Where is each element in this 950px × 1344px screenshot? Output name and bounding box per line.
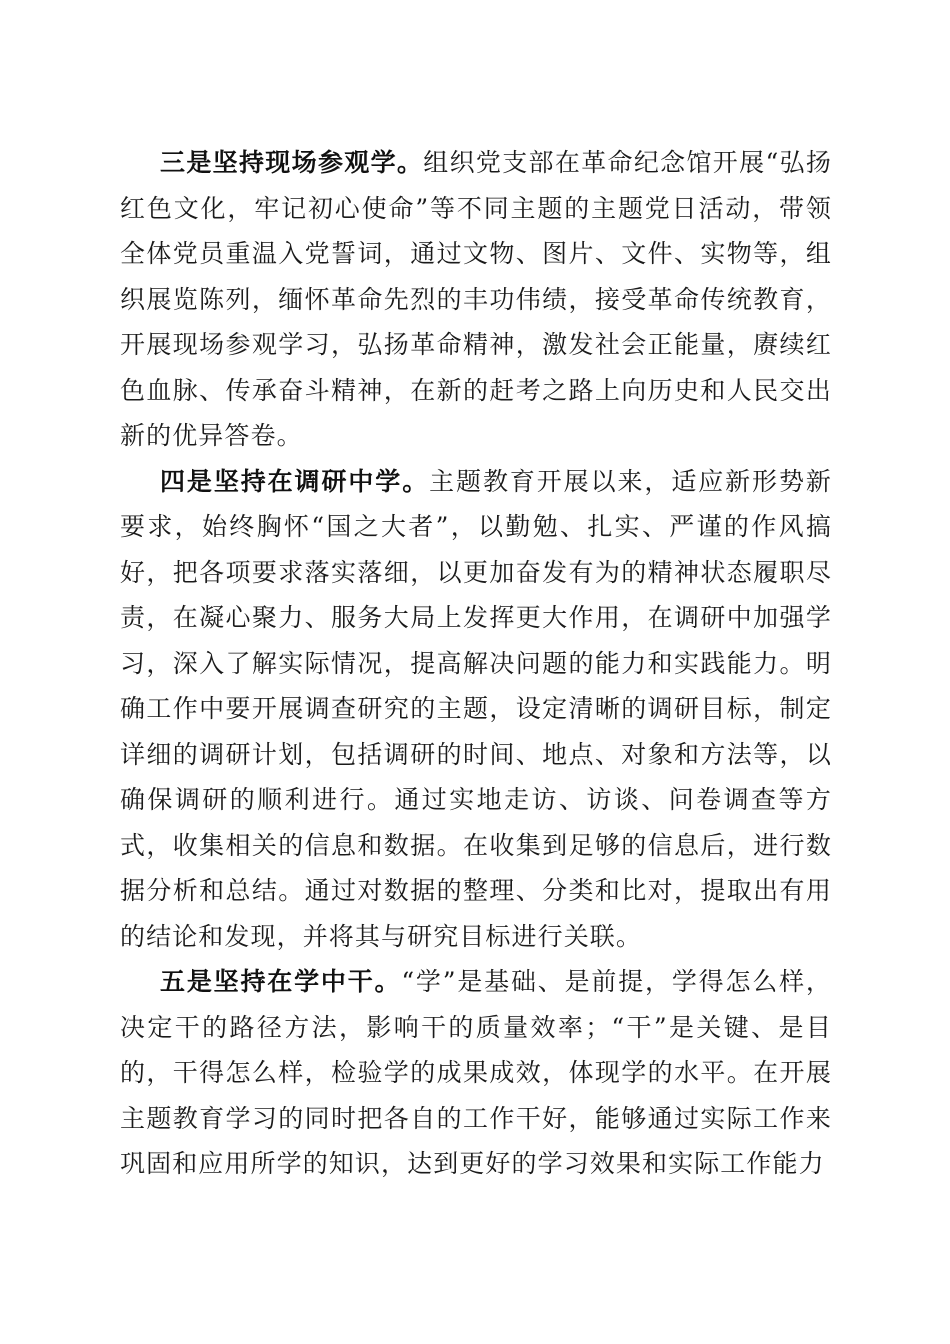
paragraph-lead-heading: 三是坚持现场参观学。: [160, 148, 424, 177]
paragraph-body-text: “学”是基础、是前提，学得怎么样，决定干的路径方法，影响干的质量效率；“干”是关键、是目的，干得怎么样，检验学的成果成效，体现学的水平。在开展主题教育学习的同时把各自的工作干好，能够通过实际工作来巩固和应用所学的知识，达到更好的学习效果和实际工作能力: [120, 967, 833, 1178]
document-body: [120, 140, 832, 1187]
paragraph-body-text: 主题教育开展以来，适应新形势新要求，始终胸怀“国之大者”，以勤勉、扎实、严谨的作风搞好，把各项要求落实落细，以更加奋发有为的精神状态履职尽责，在凝心聚力、服务大局上发挥更大作用，在调研中加强学习，深入了解实际情况，提高解决问题的能力和实践能力。明确工作中要开展调查研究的主题，设定清晰的调研目标，制定详细的调研计划，包括调研的时间、地点、对象和方法等，以确保调研的顺利进行。通过实地走访、访谈、问卷调查等方式，收集相关的信息和数据。在收集到足够的信息后，进行数据分析和总结。通过对数据的整理、分类和比对，提取出有用的结论和发现，并将其与研究目标进行关联。: [120, 466, 832, 951]
paragraph-lead-heading: 四是坚持在调研中学。: [160, 466, 430, 496]
paragraph-lead-heading: 五是坚持在学中干。: [160, 967, 402, 996]
paragraph-body-text: 组织党支部在革命纪念馆开展“弘扬红色文化，牢记初心使命”等不同主题的主题党日活动，带领全体党员重温入党誓词，通过文物、图片、文件、实物等，组织展览陈列，缅怀革命先烈的丰功伟绩，接受革命传统教育，开展现场参观学习，弘扬革命精神，激发社会正能量，赓续红色血脉、传承奋斗精神，在新的赶考之路上向历史和人民交出新的优异答卷。: [120, 148, 832, 450]
paragraph-research-study: [120, 459, 832, 960]
paragraph-site-visit-study: [120, 140, 832, 459]
paragraph-learn-by-doing: [120, 959, 832, 1187]
